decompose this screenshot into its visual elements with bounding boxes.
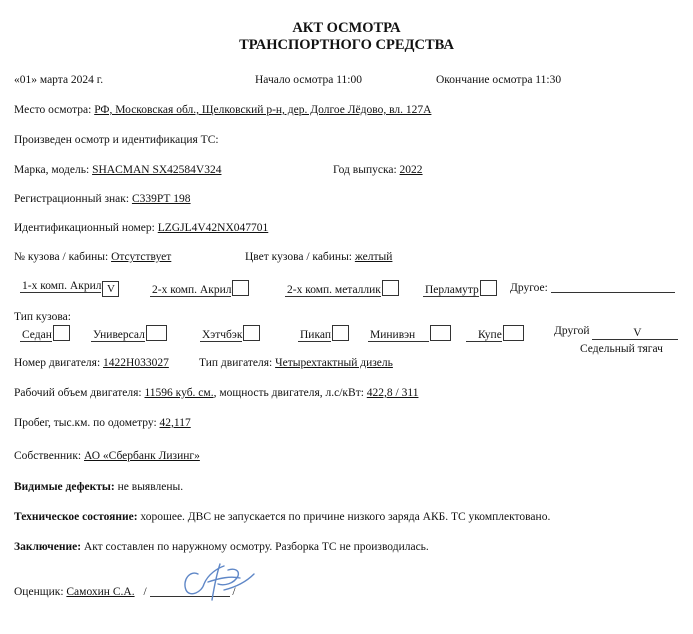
- mileage-row: [14, 417, 191, 429]
- paint-option-4-label: Перламутр: [425, 284, 479, 296]
- condition-value: хорошее. ДВС не запускается по причине низкого заряда АКБ. ТС укомплектовано.: [137, 511, 551, 523]
- signature-slash-left: /: [143, 586, 147, 598]
- appraiser-name: Самохин С.А.: [66, 586, 135, 598]
- body-type-hatch-checkbox[interactable]: [243, 325, 260, 341]
- condition-row: [14, 511, 550, 523]
- paint-other: [510, 280, 675, 294]
- body-type-minivan-label: Минивэн: [368, 329, 429, 342]
- engine-volume-value: 11596 куб. см.: [144, 387, 214, 399]
- color-value: желтый: [354, 251, 393, 263]
- body-number-value: Отсутствует: [111, 251, 172, 263]
- paint-option-3: [285, 280, 399, 297]
- paint-option-3-checkbox[interactable]: [382, 280, 399, 296]
- body-number-label: № кузова / кабины:: [14, 251, 109, 263]
- year-label: Год выпуска:: [333, 164, 397, 176]
- reg-value: С339РТ 198: [131, 193, 191, 205]
- engine-number-label: Номер двигателя:: [14, 357, 101, 369]
- signature-slash-right: /: [232, 586, 236, 598]
- body-type-sedan: [20, 325, 70, 342]
- inspection-date: «01» марта 2024 г.: [14, 74, 104, 86]
- inspection-start: Начало осмотра 11:00: [255, 74, 362, 86]
- vin-value: LZGJL4V42NX047701: [157, 222, 269, 234]
- engine-type-row: [199, 357, 393, 369]
- mileage-label: Пробег, тыс.км. по одометру:: [14, 417, 157, 429]
- conclusion-value: Акт составлен по наружному осмотру. Разборка ТС не производилась.: [81, 541, 429, 553]
- body-type-minivan-checkbox[interactable]: [430, 325, 451, 341]
- paint-option-1-checkbox[interactable]: V: [102, 281, 119, 297]
- act-title-line1: АКТ ОСМОТРА: [292, 20, 401, 36]
- paint-option-2-checkbox[interactable]: [232, 280, 249, 296]
- paint-option-2-label: 2-х комп. Акрил: [152, 284, 232, 296]
- year-value: 2022: [399, 164, 423, 176]
- paint-option-4-checkbox[interactable]: [480, 280, 497, 296]
- body-type-wagon-checkbox[interactable]: [146, 325, 167, 341]
- conclusion-label: Заключение:: [14, 541, 82, 553]
- engine-number-value: 1422Н033027: [103, 357, 169, 369]
- mileage-value: 42,117: [159, 417, 191, 429]
- conclusion-row: [14, 541, 429, 553]
- appraiser-label: Оценщик:: [14, 586, 64, 598]
- place-row: [14, 104, 431, 116]
- paint-option-1: [20, 280, 119, 297]
- paint-option-3-label: 2-х комп. металлик: [287, 284, 381, 296]
- body-type-wagon: [91, 325, 167, 342]
- body-type-hatch: [200, 325, 260, 342]
- defects-label: Видимые дефекты:: [14, 481, 115, 493]
- body-type-pickup-checkbox[interactable]: [332, 325, 349, 341]
- color-row: [245, 251, 392, 263]
- owner-label: Собственник:: [14, 450, 82, 462]
- condition-label: Техническое состояние:: [14, 511, 138, 523]
- body-type-label: Тип кузова:: [14, 311, 71, 323]
- act-title-line2: ТРАНСПОРТНОГО СРЕДСТВА: [239, 37, 454, 53]
- body-type-coupe-label: Купе: [466, 329, 502, 342]
- body-number-row: [14, 251, 171, 263]
- color-label: Цвет кузова / кабины:: [245, 251, 352, 263]
- engine-number-row: [14, 357, 169, 369]
- year-row: [333, 164, 423, 176]
- body-type-other: [554, 325, 678, 340]
- vin-row: [14, 222, 268, 234]
- body-type-other-mark[interactable]: V: [592, 327, 678, 340]
- body-type-hatch-label: Хэтчбэк: [202, 329, 243, 341]
- paint-other-line[interactable]: [551, 280, 675, 293]
- place-label: Место осмотра:: [14, 104, 92, 116]
- body-type-pickup-label: Пикап: [300, 329, 331, 341]
- body-type-sedan-label: Седан: [22, 329, 52, 341]
- make-label: Марка, модель:: [14, 164, 90, 176]
- defects-row: [14, 481, 183, 493]
- engine-volume-label: Рабочий объем двигателя:: [14, 387, 142, 399]
- body-type-coupe: [466, 325, 524, 342]
- ident-heading: Произведен осмотр и идентификация ТС:: [14, 134, 219, 146]
- engine-type-value: Четырехтактный дизель: [275, 357, 393, 369]
- body-type-minivan: [368, 325, 451, 342]
- body-type-other-value: Седельный тягач: [580, 343, 663, 355]
- engine-power-value: 422,8 / 311: [366, 387, 419, 399]
- paint-option-2: [150, 280, 249, 297]
- reg-label: Регистрационный знак:: [14, 193, 130, 205]
- reg-row: [14, 193, 191, 205]
- vin-label: Идентификационный номер:: [14, 222, 155, 234]
- owner-value: АО «Сбербанк Лизинг»: [84, 450, 200, 462]
- engine-power-label: , мощность двигателя, л.с/кВт:: [213, 387, 364, 399]
- make-value: SHACMAN SX42584V324: [92, 164, 222, 176]
- engine-type-label: Тип двигателя:: [199, 357, 273, 369]
- inspection-end: Окончание осмотра 11:30: [436, 74, 562, 86]
- engine-volume-row: [14, 387, 418, 399]
- paint-other-label: Другое:: [510, 282, 548, 294]
- make-row: [14, 164, 221, 176]
- body-type-wagon-label: Универсал: [93, 329, 145, 341]
- handwritten-signature: [168, 560, 260, 606]
- owner-row: [14, 450, 200, 462]
- paint-option-4: [423, 280, 497, 297]
- paint-option-1-label: 1-х комп. Акрил: [22, 280, 102, 292]
- defects-value: не выявлены.: [114, 481, 184, 493]
- body-type-coupe-checkbox[interactable]: [503, 325, 524, 341]
- body-type-other-label: Другой: [554, 325, 590, 337]
- body-type-sedan-checkbox[interactable]: [53, 325, 70, 341]
- body-type-pickup: [298, 325, 349, 342]
- place-value: РФ, Московская обл., Щелковский р-н, дер. Долгое Лёдово, вл. 127А: [94, 104, 432, 116]
